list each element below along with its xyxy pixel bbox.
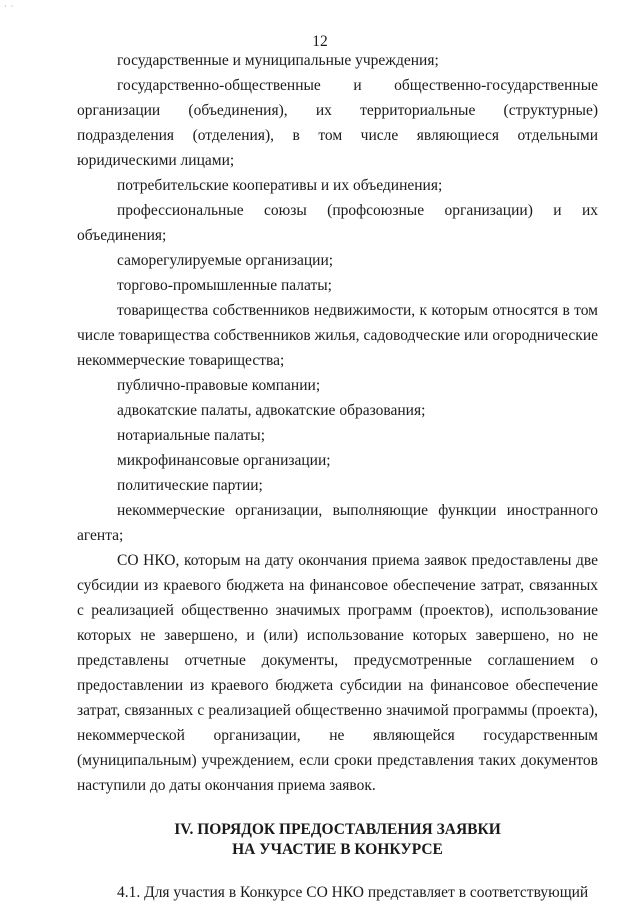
list-item-public-organizations: государственно-общественные и общественно-государственные организации (объединения), их территориальные (структурные) подразделения (отделения), в том числе являющиеся отдельными юридическими лицами;: [77, 77, 598, 169]
list-item-foreign-agents: некоммерческие организации, выполняющие функции иностранного агента;: [77, 502, 598, 544]
list-item-state-institutions: государственные и муниципальные учреждения;: [117, 52, 439, 69]
list-item-self-regulatory: саморегулируемые организации;: [117, 252, 334, 269]
list-item-consumer-cooperatives: потребительские кооперативы и их объединения;: [117, 177, 443, 194]
scan-corner-mark: · ·: [4, 2, 15, 11]
section-heading: [77, 820, 598, 860]
section-heading-line-2: НА УЧАСТИЕ В КОНКУРСЕ: [232, 841, 443, 858]
list-item-so-nko-subsidies: СО НКО, которым на дату окончания приема заявок предоставлены две субсидии из краевого бюджета на финансовое обеспечение затрат, связанных с реализацией общественно значимых программ (проектов), использование которых не завершено, и (или) использование которых завершено, но не представлены отчетные документы, предусмотренные соглашением о предоставлении из краевого бюджета субсидии на финансовое обеспечение затрат, связанных с реализацией общественно значимой программы (проекта), некоммерческой организации, не являющейся государственным (муниципальным) учреждением, если сроки представления таких документов наступили до даты окончания приема заявок.: [77, 552, 598, 794]
list-item-microfinance: микрофинансовые организации;: [117, 452, 331, 469]
list-item-chambers-of-commerce: торгово-промышленные палаты;: [117, 277, 332, 294]
list-item-public-law-companies: публично-правовые компании;: [117, 377, 321, 394]
page-number: 12: [312, 33, 328, 50]
clause-4-1: 4.1. Для участия в Конкурсе СО НКО представляет в соответствующий: [117, 884, 589, 901]
section-heading-line-1: IV. ПОРЯДОК ПРЕДОСТАВЛЕНИЯ ЗАЯВКИ: [174, 821, 501, 838]
list-item-property-owners: товарищества собственников недвижимости, к которым относятся в том числе товарищества собственников жилья, садоводческие или огороднические некоммерческие товарищества;: [77, 302, 598, 369]
list-item-notary-chambers: нотариальные палаты;: [117, 427, 266, 444]
list-item-political-parties: политические партии;: [117, 477, 263, 494]
list-item-trade-unions: профессиональные союзы (профсоюзные организации) и их объединения;: [77, 202, 598, 244]
list-item-bar-associations: адвокатские палаты, адвокатские образования;: [117, 402, 426, 419]
document-body: [77, 48, 598, 905]
